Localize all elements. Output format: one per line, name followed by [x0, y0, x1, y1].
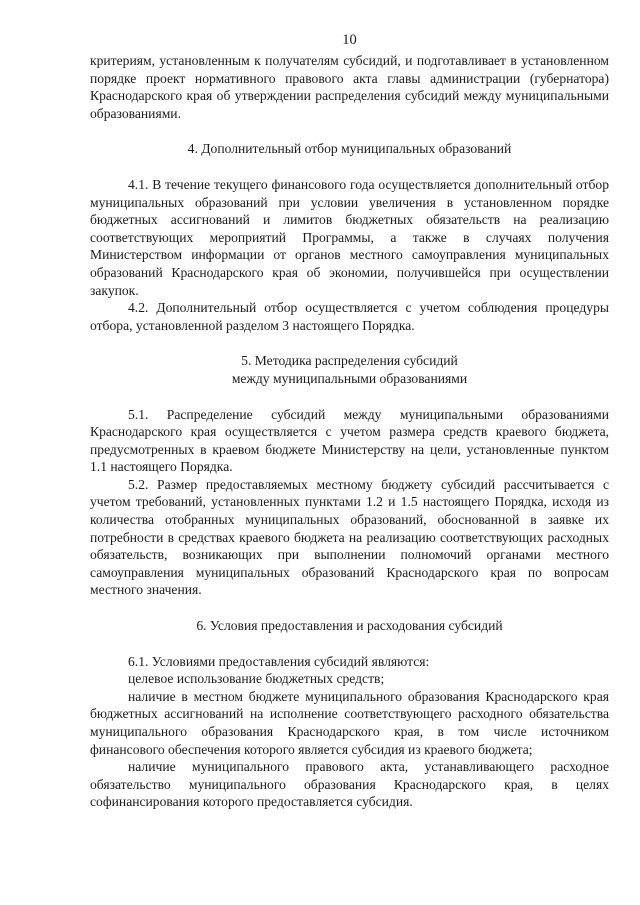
paragraph-6-1-targeted-use: целевое использование бюджетных средств; — [128, 671, 385, 687]
paragraph-4-2: 4.2. Дополнительный отбор осуществляется с учетом соблюдения процедуры отбора, установленной разделом 3 настоящего Порядка. — [90, 300, 609, 333]
section-5-heading-line1: 5. Методика распределения субсидий — [241, 353, 458, 369]
paragraph-5-2: 5.2. Размер предоставляемых местному бюджету субсидий рассчитывается с учетом требований, установленных пунктами 1.2 и 1.5 настоящего Порядка, исходя из количества отобранных муниципальных образований, обоснованной в заявке их потребности в средствах краевого бюджета на реализацию соответствующих расходных обязательств, возникающих при выполнении полномочий органами местного самоуправления муниципальных образований Краснодарского края по вопросам местного значения. — [90, 476, 609, 598]
section-4-heading: 4. Дополнительный отбор муниципальных образований — [187, 141, 512, 157]
paragraph-6-1: 6.1. Условиями предоставления субсидий являются: — [128, 653, 430, 669]
paragraph-6-1-legal-act: наличие муниципального правового акта, устанавливающего расходное обязательство муниципального образования Краснодарского края, в целях софинансирования которого предоставляется субсидия. — [90, 759, 609, 810]
section-5-heading — [90, 352, 609, 387]
section-6-heading: 6. Условия предоставления и расходования субсидий — [196, 618, 503, 634]
paragraph-5-1: 5.1. Распределение субсидий между муниципальными образованиями Краснодарского края осуществляется с учетом размера средств краевого бюджета, предусмотренных в краевом бюджете Министерству на цели, установленные пунктом 1.1 настоящего Порядка. — [90, 406, 609, 475]
document-page — [90, 30, 609, 811]
page-number: 10 — [342, 32, 357, 48]
paragraph-4-1: 4.1. В течение текущего финансового года осуществляется дополнительный отбор муниципальных образований при условии увеличения в установленном порядке бюджетных ассигнований и лимитов бюджетных обязательств на реализацию соответствующих мероприятий Программы, а также в случаях получения Министерством информации от органов местного самоуправления муниципальных образований Краснодарского края об экономии, получившейся при осуществлении закупок. — [90, 176, 609, 298]
paragraph-6-1-budget-allocations: наличие в местном бюджете муниципального образования Краснодарского края бюджетных ассигнований на исполнение соответствующего расходного обязательства муниципального образования Краснодарского края, в том числе источником финансового обеспечения которого является субсидия из краевого бюджета; — [90, 688, 609, 757]
section-5-heading-line2: между муниципальными образованиями — [231, 370, 468, 386]
paragraph-criteria: критериям, установленным к получателям субсидий, и подготавливает в установленном порядке проект нормативного правового акта главы администрации (губернатора) Краснодарского края об утверждении распределения субсидий между муниципальными образованиями. — [90, 53, 609, 121]
